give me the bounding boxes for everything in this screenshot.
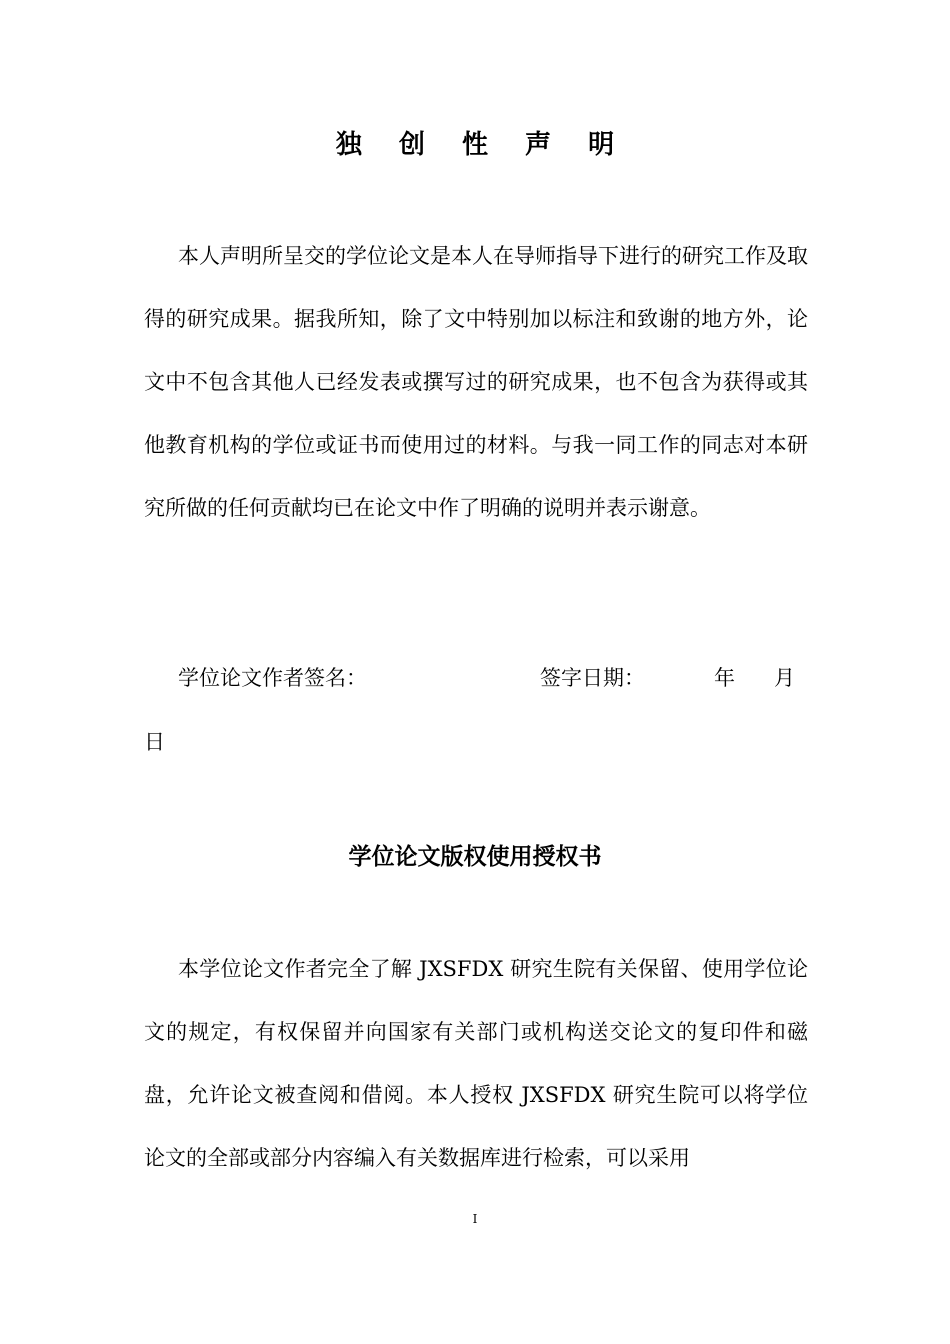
declaration-body: 本人声明所呈交的学位论文是本人在导师指导下进行的研究工作及取得的研究成果。据我所知，除了文中特别加以标注和致谢的地方外，论文中不包含其他人已经发表或撰写过的研究成果，也不包含为获得或其他教育机构的学位或证书而使用过的材料。与我一同工作的同志对本研究所做的任何贡献均已在论文中作了明确的说明并表示谢意。 <box>144 244 808 520</box>
year-label: 年 <box>714 666 735 690</box>
author-signature-label: 学位论文作者签名： <box>178 666 367 690</box>
signature-row <box>144 660 808 700</box>
signing-date-label: 签字日期： <box>540 666 645 690</box>
authorization-title: 学位论文版权使用授权书 <box>348 843 602 870</box>
day-label: 日 <box>144 730 165 754</box>
authorization-body: 本学位论文作者完全了解 JXSFDX 研究生院有关保留、使用学位论文的规定，有权保留并向国家有关部门或机构送交论文的复印件和磁盘，允许论文被查阅和借阅。本人授权 JXSFDX 研究生院可以将学位论文的全部或部分内容编入有关数据库进行检索，可以采用 <box>144 957 808 1170</box>
page-number: I <box>472 1212 478 1226</box>
declaration-title: 独 创 性 声 明 <box>335 130 629 160</box>
month-label: 月 <box>774 666 795 690</box>
